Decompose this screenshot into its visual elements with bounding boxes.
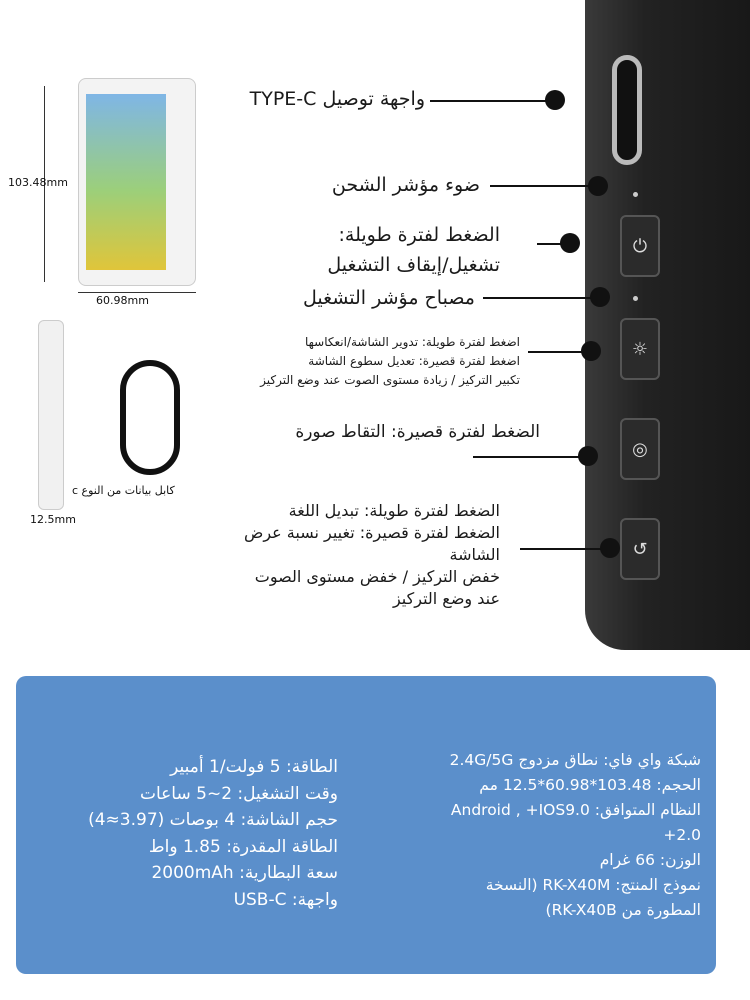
label-typec: واجهة توصيل TYPE-C bbox=[249, 88, 425, 110]
depth-dim: 12.5mm bbox=[30, 513, 76, 526]
specs-panel bbox=[16, 676, 716, 974]
brightness-button-icon: ☼ bbox=[620, 318, 660, 380]
width-dim-line bbox=[78, 292, 196, 293]
back-button-icon: ↺ bbox=[620, 518, 660, 580]
label-back: الضغط لفترة طويلة: تبديل اللغة الضغط لفترة قصيرة: تغيير نسبة عرض الشاشة خفض التركيز / خفض مستوى الصوت عند وضع التركيز bbox=[244, 501, 500, 608]
phone-side bbox=[38, 320, 64, 510]
usb-c-port bbox=[612, 55, 642, 165]
charge-led bbox=[633, 192, 638, 197]
label-charge-led: ضوء مؤشر الشحن bbox=[331, 174, 480, 196]
width-dim: 60.98mm bbox=[96, 294, 149, 307]
label-camera: الضغط لفترة قصيرة: التقاط صورة bbox=[295, 422, 540, 442]
label-power: الضغط لفترة طويلة: تشغيل/إيقاف التشغيل bbox=[327, 224, 500, 276]
label-brightness: اضغط لفترة طويلة: تدوير الشاشة/انعكاسها اضغط لفترة قصيرة: تعديل سطوع الشاشة تكبير التركيز / زيادة مستوى الصوت عند وضع التركيز bbox=[260, 335, 520, 387]
phone-screen-image bbox=[86, 94, 166, 270]
cable-label: كابل بيانات من النوع c bbox=[72, 484, 175, 497]
camera-button-icon: ◎ bbox=[620, 418, 660, 480]
power-led bbox=[633, 296, 638, 301]
height-dim: 103.48mm bbox=[8, 176, 68, 189]
label-power-led: مصباح مؤشر التشغيل bbox=[303, 287, 475, 309]
cable-image bbox=[120, 360, 180, 475]
specs-left: الطاقة: 5 فولت/1 أمبير وقت التشغيل: 2~5 ساعات حجم الشاشة: 4 بوصات (3.97≈4) الطاقة المقدرة: 1.85 واط سعة البطارية: 2000mAh واجهة: USB-C bbox=[88, 757, 338, 910]
power-button-icon: ⏻ bbox=[620, 215, 660, 277]
specs-right: شبكة واي فاي: نطاق مزدوج 2.4G/5G الحجم: 103.48*60.98*12.5 مم النظام المتوافق: Android , +IOS9.0 2.0+ الوزن: 66 غرام نموذج المنتج: RK-X40M (النسخة المطورة من RK-X40B) bbox=[449, 751, 701, 919]
